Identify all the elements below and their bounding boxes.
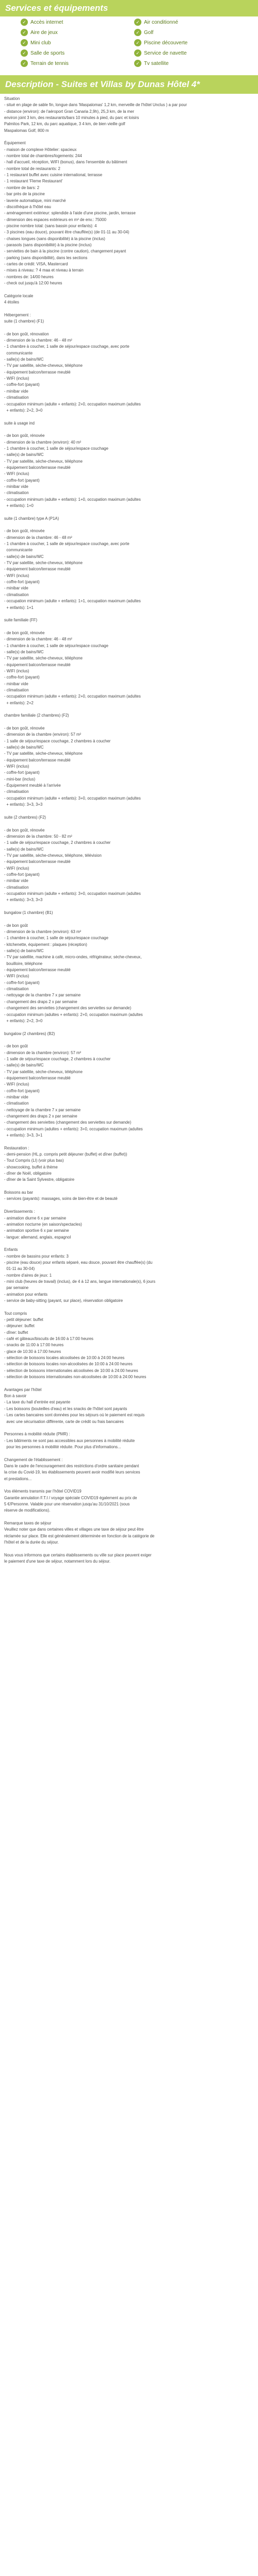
description-section: Avantages par l'hôtel Bon à savoir - La taxe du hall d'entrée est payante - Les boissons (bouteilles d'eau) et les snacks de l'hôtel sont payants - Les cartes bancaires sont données pour les séjours où le paiement est requis avec une sécurisation différente, carte de crédit ou frais bancaires (4, 1387, 145, 1424)
service-label: Aire de jeux (30, 29, 58, 36)
description-section: bungalow (1 chambre) (B1) (4, 910, 53, 915)
description-section: - de bon goût, rénovée - dimension de la chambre (environ): 40 m² - 1 chambre à coucher, 1 salle de séjour/espace couchage - salle(s) de bains/WC - TV par satellite, sèche-cheveux, téléphone - équipement balcon/terrasse meublé - WIFI (inclus) - coffre-fort (payant) - minibar vide - climatisation - occupation minimum (adulte + enfants): 1+0, occupation maximum (adultes + enfants): 1+0 (4, 433, 141, 508)
pool-icon: ✓ (134, 39, 141, 46)
description-section: Changement de l'établissement : Dans le cadre de l'encouragement des restrictions d'ordre sanitaire pendant la crise du Covid-19, les établissements peuvent avoir modifié leurs services et prestations... (4, 1457, 140, 1481)
service-label: Piscine découverte (144, 40, 188, 46)
description-section: suite familiale (FF) (4, 618, 38, 623)
description-section: Vos éléments transmis par l'hôtel COVID19 Garantie annulation F.T.I / voyage spéciale COVID19 également au prix de 5 €/Personne. Valable pour une réservation jusqu'au 31/10/2021 (sous réserve de modifications). Remarque taxes de séjour Veuillez noter que dans certaines villes et villages une taxe de séjour peut être réclamée sur place. Elle est généralement déterminée en fonction de la catégorie de l'hôtel et de la durée du séjour. Nous vous informons que certains établissements ou ville sur place peuvent exiger le paiement d'une taxe de séjour, notamment lors du séjour. (4, 1489, 155, 1564)
service-item (21, 29, 129, 36)
service-item (134, 60, 243, 67)
wifi-icon: ✓ (21, 19, 28, 26)
description-section: Divertissements : - animation diurne 6 x par semaine - animation nocturne (en saison/spectacles) - animation sportive 6 x par semaine - langue: allemand, anglais, espagnol (4, 1209, 82, 1240)
service-item (134, 39, 243, 46)
description-section: Personnes à mobilité réduite (PMR) : - Les bâtiments ne sont pas accessibles aux personnes à mobilité réduite pour les personnes à mobilité réduite. Pour plus d'informations... (4, 1432, 135, 1449)
description-section: Tout compris - petit déjeuner: buffet - déjeuner: buffet - dîner: buffet - café et gâteaux/biscuits de 16:00 à 17:00 heures - snacks de 11:00 à 17:00 heures - glace de 10:30 à 17:00 heures - sélection de boissons locales alcoolisées de 10:00 à 24:00 heures - sélection de boissons locales non-alcoolisées de 10:00 à 24:00 heures - sélection de boissons internationales alcoolisées de 10:00 à 24:00 heures - sélection de boissons internationales non-alcoolisées de 10:00 à 24:00 heures (4, 1311, 147, 1380)
services-grid (0, 16, 258, 68)
services-banner (0, 0, 258, 16)
service-item (21, 49, 129, 57)
description-section: Restauration : - demi-pension (HL.p. compris petit déjeuner (buffet) et dîner (buffet)) - Tout Compris (LI) (voir plus bas) - showcooking, buffet à thème - dîner de Noël, obligatoire - dîner de la Saint Sylvestre, obligatoire (4, 1145, 127, 1182)
description-section: - de bon goût, rénovée - dimension de la chambre: 50 - 82 m² - 1 salle de séjour/espace couchage, 2 chambres à coucher - salle(s) de bains/WC - TV par satellite, sèche-cheveux, téléphone, télévision - équipement balcon/terrasse meublé - WIFI (inclus) - coffre-fort (payant) - minibar vide - climatisation - occupation minimum (adulte + enfants): 3+0, occupation maximum (adultes + enfants): 3+3, 3+3 (4, 827, 141, 903)
tennis-icon: ✓ (21, 60, 28, 67)
services-title: Services et équipements (5, 3, 108, 13)
description-section: - de bon goût - dimension de la chambre (environ): 57 m² - 1 salle de séjour/espace couchage, 2 chambres à coucher - salle(s) de bains/WC - TV par satellite, sèche-cheveux, téléphone - équipement balcon/terrasse meublé - WIFI (inclus) - coffre-fort (payant) - minibar vide - climatisation - nettoyage de la chambre 7 x par semaine - changement des draps 2 x par semaine - changement des serviettes (changement des serviettes sur demande) - occupation minimum (adultes + enfants): 3+0, occupation maximum (adultes + enfants): 3+3, 3+1 (4, 1044, 143, 1138)
description-section: suite à usage ind (4, 420, 35, 426)
description-section: suite (1 chambre) type A (P1A) (4, 516, 59, 521)
description-section: - de bon goût - dimension de la chambre (environ): 63 m² - 1 chambre à coucher, 1 salle de séjour/espace couchage - kitchenette, équipement : plaques (réception) - salle(s) de bains/WC - TV par satellite, machine à café, micro-ondes, réfrigérateur, sèche-cheveux, bouilloire, téléphone - équipement balcon/terrasse meublé - WIFI (inclus) - coffre-fort (payant) - climatisation - nettoyage de la chambre 7 x par semaine - changement des draps 2 x par semaine - changement des serviettes (changement des serviettes sur demande) - occupation minimum (adultes + enfants): 2+0, occupation maximum (adultes + enfants): 2+2, 3+0 (4, 923, 143, 1023)
service-label: Terrain de tennis (30, 60, 69, 66)
dumbbell-icon: ✓ (21, 49, 28, 57)
description-section: bungalow (2 chambres) (B2) (4, 1031, 55, 1036)
snowflake-icon: ✓ (134, 19, 141, 26)
service-label: Mini club (30, 40, 51, 46)
service-item (134, 29, 243, 36)
description-section: Situation - situé en plage de sable fin, longue dans 'Maspalomas' 1,2 km, merveille de l'hôtel Unclus ) a par pour - distance (environ): de l'aéroport Gran Canaria 2,9h), 25,3 km, de la mer environ joint 3 km, des restaurants/bars 10 minutes à pied, du parc et loisirs Palmitos Park, 12 km, du parc aquatique, 3 4 km, de bien vieille golf Maspalomas Golf, 800 m (4, 96, 187, 133)
description-section: - de bon goût, rénovée - dimension de la chambre (environ): 57 m² - 1 salle de séjour/espace couchage, 2 chambres à coucher - salle(s) de bains/WC - TV par satellite, sèche-cheveux, téléphone - équipement balcon/terrasse meublé - WIFI (inclus) - coffre-fort (payant) - mini-bar (inclus) - Équipement meublé à l'arrivée - climatisation - occupation minimum (adulte + enfants): 3+0, occupation maximum (adultes + enfants): 3+3, 3+3 (4, 726, 141, 807)
golf-icon: ✓ (134, 29, 141, 36)
description-section: Équipement - maison de complexe Hôtelier: spacieux - nombre total de chambres/logements: 244 - hall d'accueil, réception, WIFI (bonus), dans l'ensemble du bâtiment - nombre total de restaurants: 2 - 1 restaurant buffet avec cuisine international, terrasse - 1 restaurant 'Fleme Restaurant' - nombre de bars: 2 - bar près de la piscine - laverie automatique, mini marché - discothèque à l'hôtel eau - aménagement extérieur: splendide à l'aide d'une piscine, jardin, terrasse - dimension des espaces extérieurs en m² de env.: 75000 - piscine nombre total: (sans bassin pour enfants): 4 - 3 piscines (eau douce), pouvant être chauffée(s) (de 01-11 au 30-04) - chaises longues (sans disponibilité) à la piscine (inclus) - parasols (sans disponibilité) à la piscine (inclus) - serviettes de bain à la piscine (contre caution), changement payant - parking (sans disponibilité), dans les sections - cartes de crédit: VISA, Mastercard - mises à niveau: ? 4 maa et niveau à terrain - nombres de: 14/00 heures - check out jusqu'à 12:00 heures (4, 141, 136, 285)
service-item (134, 19, 243, 26)
description-section: Boissons au bar - services (payants): massages, soins de bien-être et de beauté (4, 1190, 118, 1201)
service-label: Golf (144, 29, 154, 36)
description-section: suite (2 chambres) (F2) (4, 815, 46, 820)
description-section: chambre familiale (2 chambres) (F2) (4, 713, 69, 718)
service-item (21, 60, 129, 67)
service-label: Service de navette (144, 50, 187, 56)
shuttle-icon: ✓ (134, 49, 141, 57)
service-item (21, 19, 129, 26)
tv-icon: ✓ (134, 60, 141, 67)
description-section: - de bon goût, rénovée - dimension de la chambre: 46 - 48 m² - 1 chambre à coucher, 1 salle de séjour/espace couchage - salle(s) de bains/WC - TV par satellite, sèche-cheveux, téléphone - équipement balcon/terrasse meublé - WIFI (inclus) - coffre-fort (payant) - minibar vide - climatisation - occupation minimum (adulte + enfants): 2+0, occupation maximum (adultes + enfants): 2+2 (4, 630, 141, 705)
service-label: Tv satellite (144, 60, 169, 66)
service-label: Accès internet (30, 19, 63, 25)
kids-icon: ✓ (21, 39, 28, 46)
description-section: Hébergement : suite (1 chambre) (F1) - de bon goût, rénovation - dimension de la chambre: 46 - 48 m² - 1 chambre à coucher, 1 salle de séjour/espace couchage, avec porte communicante - salle(s) de bains/WC - TV par satellite, sèche-cheveux, téléphone - équipement balcon/terrasse meublé - WIFI (inclus) - coffre-fort (payant) - minibar vide - climatisation - occupation minimum (adulte + enfants): 2+0, occupation maximum (adultes + enfants): 2+2, 3+0 (4, 312, 141, 413)
service-label: Salle de sports (30, 50, 65, 56)
description-title: Description - Suites et Villas by Dunas Hôtel 4* (5, 79, 200, 89)
service-item (21, 39, 129, 46)
description-banner (0, 75, 258, 94)
description-section: - de bon goût, rénovée - dimension de la chambre: 46 - 48 m² - 1 chambre à coucher, 1 salle de séjour/espace couchage, avec porte communicante - salle(s) de bains/WC - TV par satellite, sèche-cheveux, téléphone - équipement balcon/terrasse meublé - WIFI (inclus) - coffre-fort (payant) - minibar vide - climatisation - occupation minimum (adulte + enfants): 1+1, occupation maximum (adultes + enfants): 1+1 (4, 529, 141, 610)
service-label: Air conditionné (144, 19, 179, 25)
playground-icon: ✓ (21, 29, 28, 36)
description-section: Catégorie locale 4 étoiles (4, 293, 34, 304)
description-section: Enfants - nombre de bassins pour enfants: 3 - piscine (eau douce) pour enfants séparé, eau douce, pouvant être chauffée(s) (du 01-11 au 30-04) - nombre d'aires de jeux: 1 - mini club (heures de travail) (inclus), de 4 à 12 ans, langue internationale(s), 6 jours par semaine - animation pour enfants - service de baby-sitting (payant, sur place), réservation obligatoire (4, 1247, 155, 1303)
description-body (0, 94, 258, 1573)
service-item (134, 49, 243, 57)
